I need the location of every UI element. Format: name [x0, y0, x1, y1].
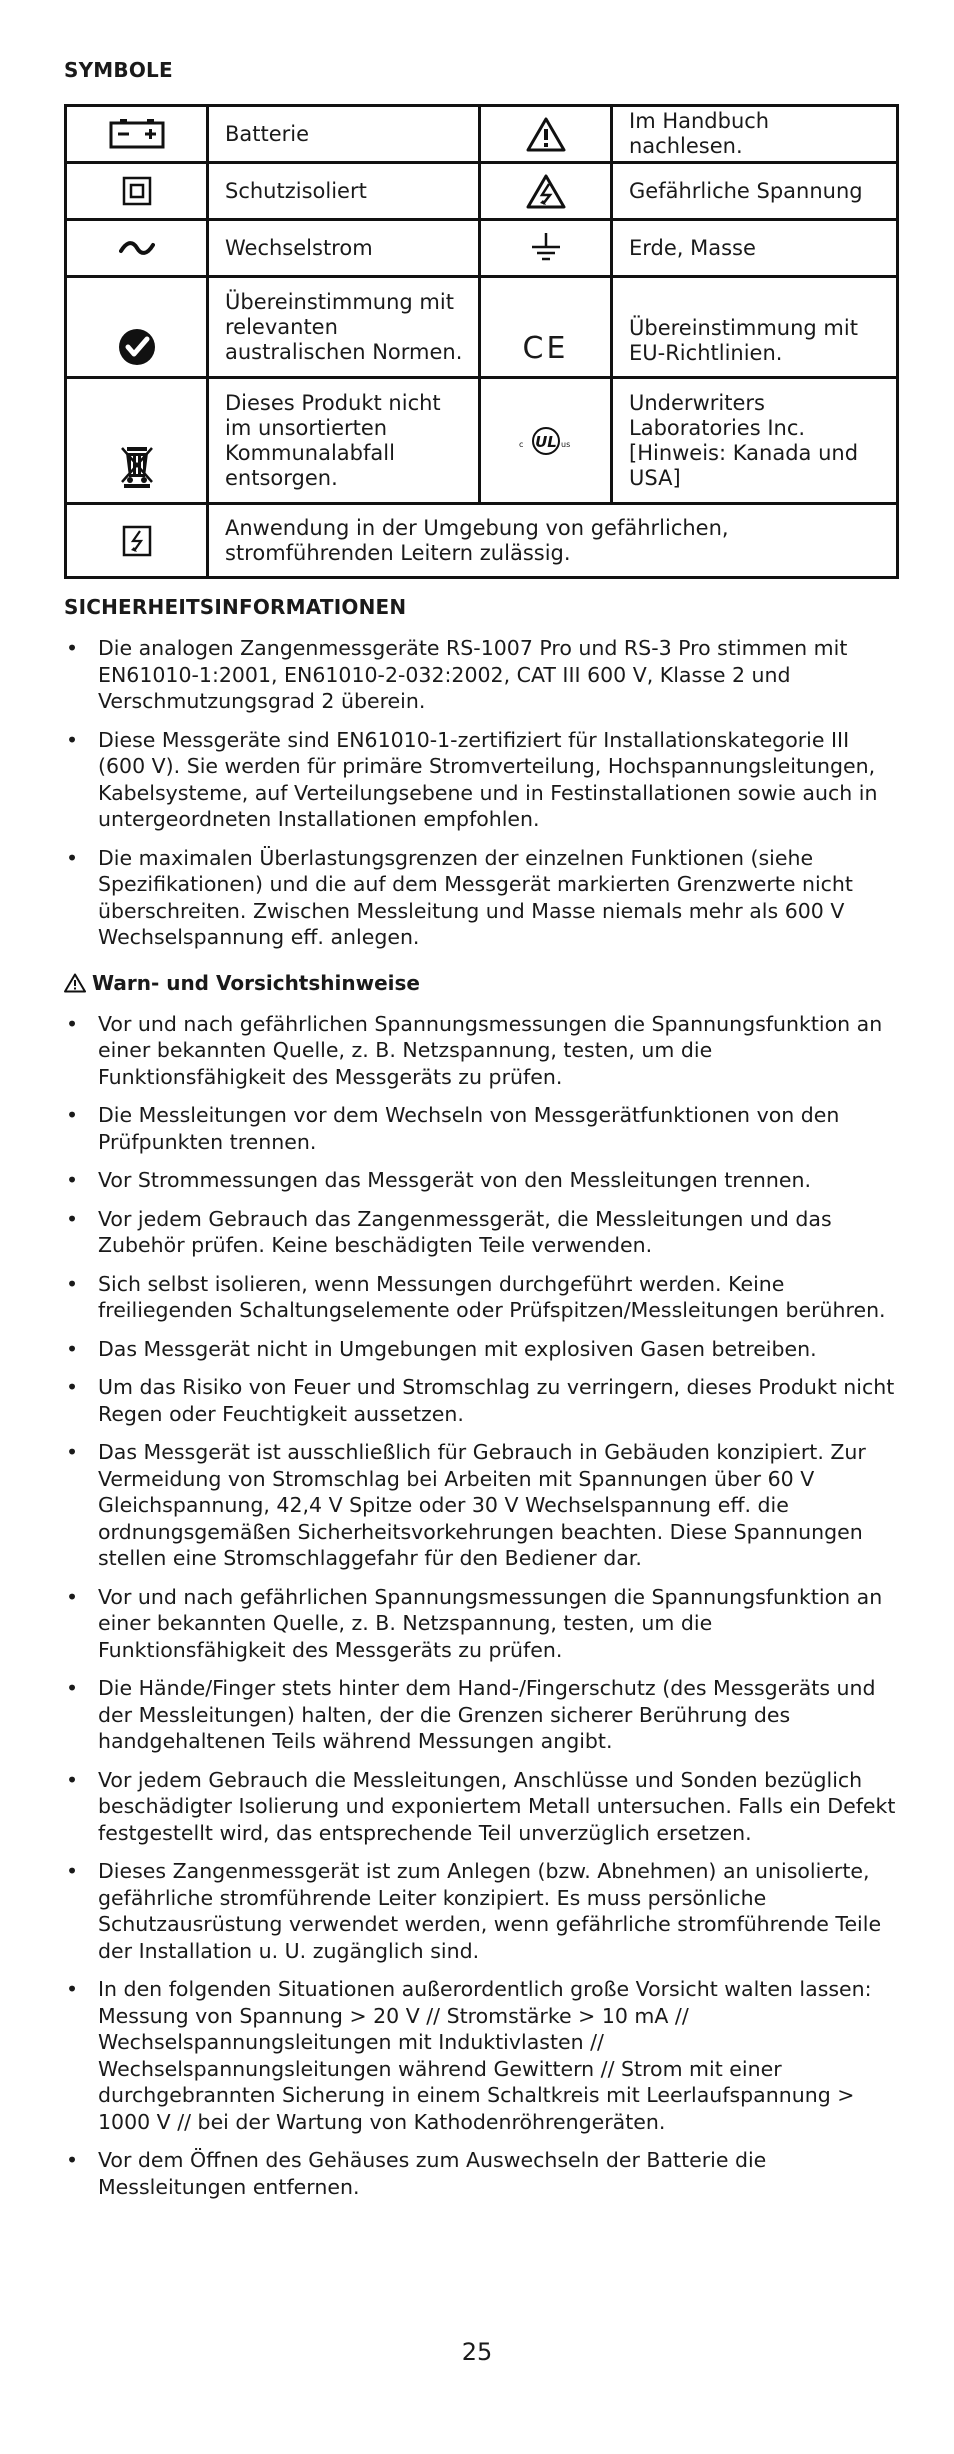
list-item-text: Vor dem Öffnen des Gehäuses zum Auswechseln der Batterie die Messleitungen entfernen. — [98, 2148, 767, 2199]
bullet: • — [66, 1676, 79, 1700]
insulated-label: Schutzisoliert — [208, 163, 480, 220]
ac-icon — [66, 220, 208, 277]
bullet: • — [66, 1168, 79, 1192]
symbols-row — [66, 220, 898, 277]
bullet: • — [66, 1011, 79, 1036]
dangerous-voltage-label: Gefährliche Spannung — [612, 163, 898, 220]
bullet: • — [66, 1336, 79, 1361]
live-conductors-label: Anwendung in der Umgebung von gefährlichen, stromführenden Leitern zulässig. — [208, 504, 898, 578]
list-item — [64, 727, 896, 833]
list-item-text: Das Messgerät nicht in Umgebungen mit explosiven Gasen betreiben. — [98, 1336, 817, 1361]
list-item — [64, 1858, 896, 1964]
list-item — [64, 1011, 896, 1091]
weee-icon — [66, 378, 208, 504]
warning-manual-icon — [480, 106, 612, 163]
list-item — [64, 1206, 896, 1259]
list-item — [64, 1102, 896, 1155]
symbols-row — [66, 163, 898, 220]
bullet: • — [66, 1977, 79, 2001]
list-item — [64, 1675, 896, 1755]
list-item — [64, 845, 896, 951]
bullet: • — [66, 1584, 79, 1609]
list-item — [64, 1439, 896, 1572]
list-item-text: Die analogen Zangenmessgeräte RS-1007 Pro und RS-3 Pro stimmen mit EN61010-1:2001, EN61010-2-032:2002, CAT III 600 V, Klasse 2 und Verschmutzungsgrad 2 überein. — [98, 636, 848, 713]
list-item-text: Um das Risiko von Feuer und Stromschlag zu verringern, dieses Produkt nicht Regen oder Feuchtigkeit aussetzen. — [98, 1375, 895, 1426]
list-item — [64, 1767, 896, 1847]
warning-heading-text: Warn- und Vorsichtshinweise — [92, 970, 420, 995]
bullet: • — [66, 1859, 79, 1883]
list-item-text: Vor jedem Gebrauch die Messleitungen, Anschlüsse und Sonden bezüglich beschädigter Isolierung und exponiertem Metall untersuchen. Falls ein Defekt festgestellt wird, das entsprechende Teil unverzüglich ersetzen. — [98, 1767, 896, 1845]
battery-icon — [66, 106, 208, 163]
list-item — [64, 2147, 896, 2200]
weee-label: Dieses Produkt nicht im unsortierten Kommunalabfall entsorgen. — [208, 378, 480, 504]
bullet: • — [66, 1271, 79, 1296]
warning-icon — [64, 973, 86, 993]
ce-icon — [480, 277, 612, 378]
bullet: • — [66, 1440, 79, 1464]
c-tick-icon — [66, 277, 208, 378]
bullet: • — [66, 727, 79, 752]
list-item — [64, 635, 896, 715]
live-conductor-icon — [66, 504, 208, 578]
list-item-text: Diese Messgeräte sind EN61010-1-zertifiziert für Installationskategorie III (600 V). Sie werden für primäre Stromverteilung, Hochspannungsleitungen, Kabelsysteme, auf Verteilungsebene und in Festinstallationen sowie auch in untergeordneten Installationen empfohlen. — [98, 727, 878, 831]
list-item — [64, 1584, 896, 1664]
list-item-text: Vor jedem Gebrauch das Zangenmessgerät, die Messleitungen und das Zubehör prüfen. Keine beschädigten Teile verwenden. — [98, 1206, 832, 1257]
ce-label: Übereinstimmung mit EU-Richtlinien. — [612, 277, 898, 378]
ul-us: us — [560, 439, 570, 449]
symbols-table — [64, 104, 899, 579]
ul-c: c — [518, 439, 523, 449]
bullet: • — [66, 1767, 79, 1792]
page-content — [64, 58, 896, 2212]
list-item-text: Das Messgerät ist ausschließlich für Gebrauch in Gebäuden konzipiert. Zur Vermeidung von Stromschlag bei Arbeiten mit Spannungen über 60 V Gleichspannung, 42,4 V Spitze oder 30 V Wechselspannung eff. die ordnungsgemäßen Sicherheitsvorkehrungen beachten. Diese Spannungen stellen eine Stromschlaggefahr für den Bediener dar. — [98, 1440, 866, 1570]
battery-label: Batterie — [208, 106, 480, 163]
bullet: • — [66, 845, 79, 870]
symbols-row — [66, 277, 898, 378]
list-item-text: Die maximalen Überlastungsgrenzen der einzelnen Funktionen (siehe Spezifikationen) und die auf dem Messgerät markierten Grenzwerte nicht überschreiten. Zwischen Messleitung und Masse niemals mehr als 600 V Wechselspannung eff. anlegen. — [98, 845, 853, 949]
symbols-row — [66, 378, 898, 504]
list-item — [64, 1374, 896, 1427]
manual-label: Im Handbuch nachlesen. — [612, 106, 898, 163]
symbols-heading: SYMBOLE — [64, 58, 173, 82]
list-item — [64, 1336, 896, 1363]
ul-label: Underwriters Laboratories Inc. [Hinweis: Kanada und USA] — [612, 378, 898, 504]
list-item-text: Die Messleitungen vor dem Wechseln von Messgerätfunktionen von den Prüfpunkten trennen. — [98, 1103, 840, 1154]
australian-label: Übereinstimmung mit relevanten australischen Normen. — [208, 277, 480, 378]
warning-heading — [64, 971, 896, 995]
list-item-text: Sich selbst isolieren, wenn Messungen durchgeführt werden. Keine freiliegenden Schaltungselemente oder Prüfspitzen/Messleitungen berühren. — [98, 1271, 886, 1322]
symbols-row — [66, 504, 898, 578]
ac-label: Wechselstrom — [208, 220, 480, 277]
ul-mark: UL — [534, 432, 557, 451]
list-item — [64, 1167, 896, 1194]
list-item-text: In den folgenden Situationen außerordentlich große Vorsicht walten lassen: Messung von Spannung > 20 V // Stromstärke > 10 mA // Wechselspannungsleitungen mit Induktivlasten // Wechselspannungsleitungen während Gewittern // Strom mit einer durchgebrannten Sicherung in einem Schaltkreis mit Leerlaufspannung > 1000 V // bei der Wartung von Kathodenröhrengeräten. — [98, 1977, 872, 2134]
ground-icon — [480, 220, 612, 277]
list-item-text: Vor und nach gefährlichen Spannungsmessungen die Spannungsfunktion an einer bekannten Quelle, z. B. Netzspannung, testen, um die Funktionsfähigkeit des Messgeräts zu prüfen. — [98, 1011, 883, 1089]
bullet: • — [66, 2148, 79, 2172]
warning-list — [64, 1011, 896, 2201]
list-item — [64, 1271, 896, 1324]
bullet: • — [66, 1206, 79, 1231]
safety-list — [64, 635, 896, 951]
ce-mark: CE — [522, 331, 569, 366]
symbols-row — [66, 106, 898, 163]
bullet: • — [66, 1103, 79, 1127]
list-item — [64, 1976, 896, 2135]
ground-label: Erde, Masse — [612, 220, 898, 277]
list-item-text: Vor Strommessungen das Messgerät von den Messleitungen trennen. — [98, 1168, 811, 1192]
list-item-text: Die Hände/Finger stets hinter dem Hand-/Fingerschutz (des Messgeräts und der Messleitungen) halten, der die Grenzen sicherer Berührung des handgehaltenen Teils während Messungen angibt. — [98, 1676, 876, 1753]
ul-icon — [480, 378, 612, 504]
double-insulation-icon — [66, 163, 208, 220]
safety-heading: SICHERHEITSINFORMATIONEN — [64, 595, 407, 619]
page-number: 25 — [461, 2338, 493, 2366]
bullet: • — [66, 636, 79, 660]
bullet: • — [66, 1375, 79, 1399]
list-item-text: Vor und nach gefährlichen Spannungsmessungen die Spannungsfunktion an einer bekannten Quelle, z. B. Netzspannung, testen, um die Funktionsfähigkeit des Messgeräts zu prüfen. — [98, 1584, 883, 1662]
list-item-text: Dieses Zangenmessgerät ist zum Anlegen (bzw. Abnehmen) an unisolierte, gefährliche stromführende Leiter konzipiert. Es muss persönliche Schutzausrüstung verwendet werden, wenn gefährliche stromführende Teile der Installation u. U. zugänglich sind. — [98, 1859, 882, 1963]
dangerous-voltage-icon — [480, 163, 612, 220]
